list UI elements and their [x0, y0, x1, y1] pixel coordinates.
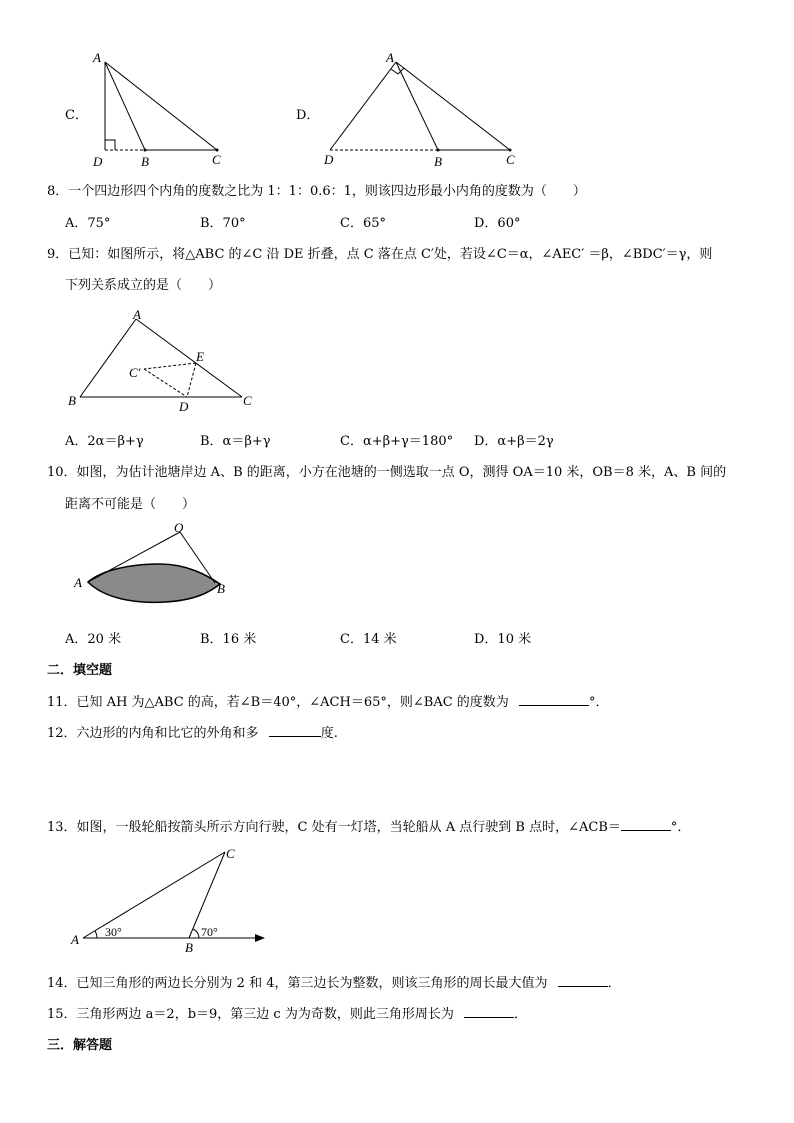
q8-stem: 8．一个四边形四个内角的度数之比为 1：1：0.6：1，则该四边形最小内角的度数为（ ） [47, 184, 586, 199]
q10-option-c: C．14 米 [340, 632, 397, 647]
figure-q9 [60, 305, 270, 417]
fig-c-label-c: C [212, 152, 221, 167]
figure-q13 [65, 838, 280, 958]
q9-fig-label-d: D [179, 399, 189, 414]
q13-answer-blank[interactable] [621, 830, 671, 831]
q8-option-d: D．60° [474, 216, 521, 231]
q13-fig-angle-a: 30° [105, 925, 122, 939]
q8-option-c: C．65° [340, 216, 386, 231]
q9-option-c: C．α+β+γ＝180° [340, 434, 454, 449]
q9-fig-label-c: C [243, 393, 252, 408]
q9-fig-label-a: A [133, 307, 141, 322]
q13-fig-angle-b: 70° [201, 925, 218, 939]
q14-suffix: ． [607, 976, 621, 991]
q11-suffix: °． [588, 695, 609, 710]
q14-text: 14．已知三角形的两边长分别为 2 和 4，第三边长为整数，则该三角形的周长最大值为 [47, 976, 548, 991]
q12 [47, 722, 338, 741]
q15-answer-blank[interactable] [464, 1017, 514, 1018]
q15-suffix: ． [513, 1007, 527, 1022]
q13-fig-label-c: C [226, 846, 235, 861]
q8-option-b: B．70° [200, 216, 246, 231]
q13-text: 13．如图，一般轮船按箭头所示方向行驶，C 处有一灯塔，当轮船从 A 点行驶到 B 点时，∠ACB＝ [47, 820, 621, 835]
fig-c-label-b: B [141, 154, 149, 169]
q9-option-b: B．α＝β+γ [200, 434, 271, 449]
q11-answer-blank[interactable] [519, 705, 589, 706]
q10-option-d: D．10 米 [474, 632, 532, 647]
section-3-heading: 三．解答题 [47, 1038, 113, 1053]
q8-option-a: A．75° [65, 216, 111, 231]
fig-c-label-a: A [93, 50, 101, 65]
q13-suffix: °． [670, 820, 691, 835]
fig-d-label-a: A [386, 50, 394, 65]
q13-fig-label-b: B [185, 940, 193, 955]
q10-option-b: B．16 米 [200, 632, 257, 647]
fig-d-label-c: C [506, 152, 515, 167]
figure-q10 [70, 520, 240, 620]
q10-option-a: A．20 米 [65, 632, 122, 647]
q9-option-a: A．2α＝β+γ [65, 434, 144, 449]
q14 [47, 972, 621, 991]
q10-fig-label-a: A [74, 575, 82, 590]
q11-text: 11．已知 AH 为△ABC 的高，若∠B＝40°，∠ACH＝65°，则∠BAC 的度数为 [47, 695, 509, 710]
q9-option-d: D．α+β＝2γ [474, 434, 554, 449]
figure-option-c [85, 48, 245, 173]
q10-fig-label-b: B [217, 581, 225, 596]
q12-suffix: 度. [320, 726, 338, 741]
q9-fig-label-e: E [196, 349, 204, 364]
option-d-label: D． [296, 108, 320, 123]
q14-answer-blank[interactable] [558, 986, 608, 987]
q15-text: 15．三角形两边 a＝2，b＝9，第三边 c 为为奇数，则此三角形周长为 [47, 1007, 454, 1022]
q12-text: 12．六边形的内角和比它的外角和多 [47, 726, 259, 741]
q9-stem-line1: 9．已知：如图所示，将△ABC 的∠C 沿 DE 折叠，点 C 落在点 C′处，若设∠C＝α，∠AEC′ ＝β，∠BDC′＝γ，则 [47, 247, 713, 262]
fig-d-label-b: B [434, 154, 442, 169]
q9-stem-line2: 下列关系成立的是（ ） [65, 278, 222, 293]
fig-d-label-d: D [324, 152, 334, 167]
q9-fig-label-cprime: C′ [129, 365, 141, 380]
q11 [47, 691, 608, 710]
q12-answer-blank[interactable] [269, 736, 321, 737]
option-c-label: C． [65, 108, 88, 123]
q10-stem-line2: 距离不可能是（ ） [65, 497, 196, 512]
section-2-heading: 二．填空题 [47, 663, 113, 678]
q15 [47, 1003, 527, 1022]
fig-c-label-d: D [93, 154, 103, 169]
q9-fig-label-b: B [68, 393, 76, 408]
figure-option-d [318, 48, 528, 173]
q10-fig-label-o: O [174, 520, 184, 535]
q10-stem-line1: 10．如图，为估计池塘岸边 A、B 的距离，小方在池塘的一侧选取一点 O，测得 OA＝10 米，OB＝8 米，A、B 间的 [47, 465, 727, 480]
q13 [47, 816, 690, 835]
q13-fig-label-a: A [71, 932, 79, 947]
